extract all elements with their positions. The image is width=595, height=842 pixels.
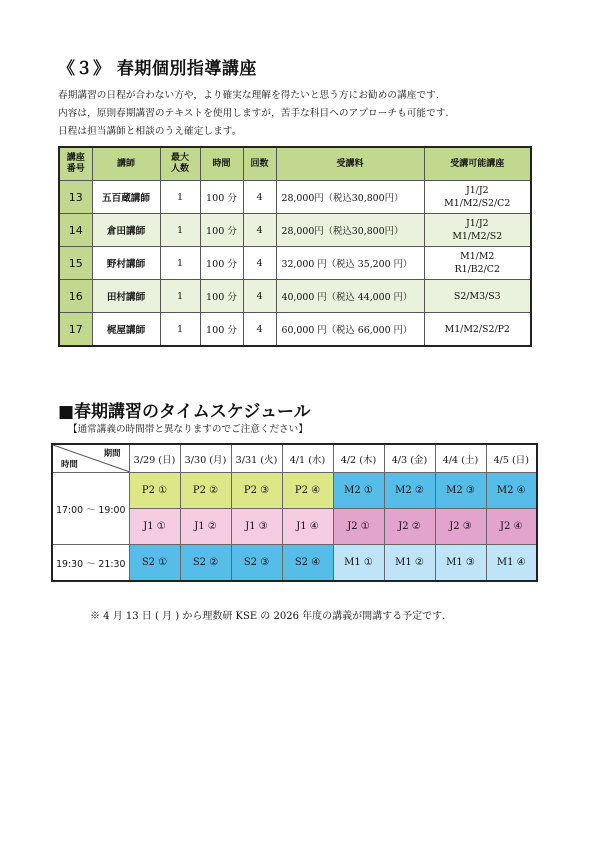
lesson-cell: J1 ② — [180, 509, 231, 545]
lesson-cell: S2 ② — [180, 545, 231, 582]
fee: 28,000円（税込30,800円） — [276, 214, 424, 247]
teacher-name: 五百蔵講師 — [92, 181, 160, 214]
intro-line-3: 日程は担当講師と相談のうえ確定します。 — [58, 126, 242, 137]
available-courses: M1/M2/S2/P2 — [424, 313, 531, 347]
table-row — [59, 313, 531, 347]
available-courses: M1/M2 R1/B2/C2 — [424, 247, 531, 280]
date-header: 4/2 (木) — [333, 444, 384, 473]
course-number: 14 — [59, 214, 92, 247]
lesson-cell: J1 ③ — [231, 509, 282, 545]
table-row — [59, 181, 531, 214]
section-title: 《３》 春期個別指導講座 — [58, 59, 257, 79]
lesson-cell: S2 ③ — [231, 545, 282, 582]
course-number: 17 — [59, 313, 92, 347]
lesson-count: 4 — [243, 214, 276, 247]
table-row — [59, 280, 531, 313]
lesson-time: 100 分 — [200, 313, 243, 347]
max-students: 1 — [160, 181, 200, 214]
course-number: 15 — [59, 247, 92, 280]
lesson-cell: J2 ③ — [435, 509, 486, 545]
available-courses: J1/J2 M1/M2/S2/C2 — [424, 181, 531, 214]
lesson-count: 4 — [243, 280, 276, 313]
header-teacher: 講師 — [92, 147, 160, 181]
lesson-time: 100 分 — [200, 181, 243, 214]
course-table-header — [59, 147, 531, 181]
date-header: 4/3 (金) — [384, 444, 435, 473]
lesson-cell: M1 ② — [384, 545, 435, 582]
lesson-cell: P2 ④ — [282, 473, 333, 509]
lesson-cell: J2 ④ — [486, 509, 537, 545]
available-courses: J1/J2 M1/M2/S2 — [424, 214, 531, 247]
lesson-count: 4 — [243, 247, 276, 280]
schedule-row — [52, 473, 537, 509]
teacher-name: 野村講師 — [92, 247, 160, 280]
lesson-cell: J1 ① — [129, 509, 180, 545]
lesson-cell: M1 ① — [333, 545, 384, 582]
date-header: 4/5 (日) — [486, 444, 537, 473]
lesson-time: 100 分 — [200, 280, 243, 313]
lesson-count: 4 — [243, 313, 276, 347]
teacher-name: 梶屋講師 — [92, 313, 160, 347]
lesson-cell: M1 ④ — [486, 545, 537, 582]
lesson-cell: S2 ① — [129, 545, 180, 582]
time-slot-evening-2: 19:30 ～ 21:30 — [52, 545, 129, 582]
teacher-name: 倉田講師 — [92, 214, 160, 247]
header-course-number: 講座 番号 — [59, 147, 92, 181]
schedule-header-row — [52, 444, 537, 473]
available-courses: S2/M3/S3 — [424, 280, 531, 313]
max-students: 1 — [160, 247, 200, 280]
intro-line-2: 内容は，原則春期講習のテキストを使用しますが，苦手な科目へのアプローチも可能です. — [58, 108, 449, 119]
date-header: 3/31 (火) — [231, 444, 282, 473]
fee: 32,000 円（税込 35,200 円） — [276, 247, 424, 280]
date-header: 4/1 (水) — [282, 444, 333, 473]
course-number: 16 — [59, 280, 92, 313]
date-header: 4/4 (土) — [435, 444, 486, 473]
lesson-cell: M2 ③ — [435, 473, 486, 509]
schedule-table — [51, 443, 538, 582]
header-time: 時間 — [200, 147, 243, 181]
teacher-name: 田村講師 — [92, 280, 160, 313]
max-students: 1 — [160, 280, 200, 313]
fee: 40,000 円（税込 44,000 円） — [276, 280, 424, 313]
footnote: ※ 4 月 13 日 ( 月 ) から理数研 KSE の 2026 年度の講義が開講する予定です. — [90, 611, 446, 622]
max-students: 1 — [160, 313, 200, 347]
lesson-cell: P2 ② — [180, 473, 231, 509]
lesson-time: 100 分 — [200, 214, 243, 247]
schedule-corner-cell — [52, 444, 129, 473]
fee: 28,000円（税込30,800円） — [276, 181, 424, 214]
lesson-cell: J1 ④ — [282, 509, 333, 545]
intro-line-1: 春期講習の日程が合わない方や，より確実な理解を得たいと思う方にお勧めの講座です. — [58, 90, 440, 101]
header-max-students: 最大 人数 — [160, 147, 200, 181]
table-row — [59, 214, 531, 247]
schedule-title: ■春期講習のタイムスケジュール — [58, 402, 311, 422]
lesson-cell: S2 ④ — [282, 545, 333, 582]
header-fee: 受講料 — [276, 147, 424, 181]
header-count: 回数 — [243, 147, 276, 181]
course-number: 13 — [59, 181, 92, 214]
schedule-note: 【通常講義の時間帯と異なりますのでご注意ください】 — [68, 424, 308, 435]
time-slot-evening-1: 17:00 ～ 19:00 — [52, 473, 129, 545]
date-header: 3/29 (日) — [129, 444, 180, 473]
schedule-row — [52, 545, 537, 582]
lesson-cell: M2 ① — [333, 473, 384, 509]
fee: 60,000 円（税込 66,000 円） — [276, 313, 424, 347]
lesson-time: 100 分 — [200, 247, 243, 280]
lesson-cell: P2 ③ — [231, 473, 282, 509]
lesson-cell: M2 ② — [384, 473, 435, 509]
lesson-cell: P2 ① — [129, 473, 180, 509]
lesson-cell: J2 ① — [333, 509, 384, 545]
lesson-cell: J2 ② — [384, 509, 435, 545]
lesson-cell: M1 ③ — [435, 545, 486, 582]
lesson-count: 4 — [243, 181, 276, 214]
table-row — [59, 247, 531, 280]
header-available-courses: 受講可能講座 — [424, 147, 531, 181]
corner-period-label: 期間 — [103, 448, 121, 458]
corner-time-label: 時間 — [61, 459, 78, 469]
max-students: 1 — [160, 214, 200, 247]
lesson-cell: M2 ④ — [486, 473, 537, 509]
course-table — [58, 146, 532, 347]
date-header: 3/30 (月) — [180, 444, 231, 473]
